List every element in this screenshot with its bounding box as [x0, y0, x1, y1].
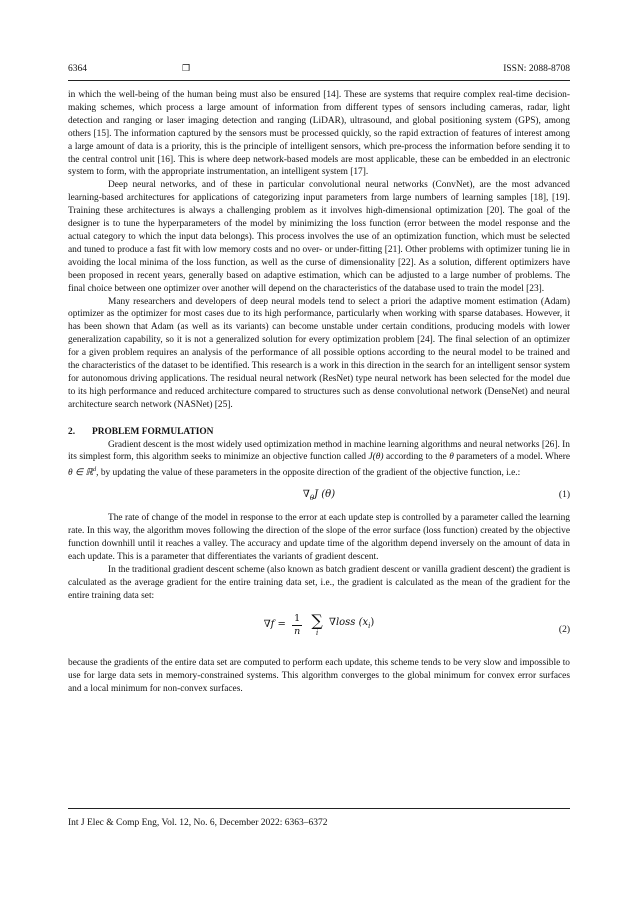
footer-rule — [68, 808, 570, 809]
paragraph: in which the well-being of the human being must also be ensured [14]. These are systems that require complex real-time decision-making schemes, which process a large amount of information from different types of sensors including cameras, radar, light detection and ranging or laser imaging detection and ranging (LiDAR), ultrasound, and global positioning system (GPS), among others [15]. The information captured by the sensors must be processed quickly, so the rapid extraction of features of interest among a large amount of data is a priority, this is the principle of intelligent sensors, which pre-process the information before sending it to the central control unit [16]. This is where deep network-based models are most applicable, these can be embedded in an electronic system to form, with the appropriate instrumentation, an intelligent system [17]. — [68, 90, 570, 178]
header-rule — [68, 80, 570, 81]
page-header — [68, 64, 570, 78]
box-symbol-icon: ❒ — [182, 64, 191, 74]
inline-math: θ ∈ ℝ — [68, 468, 93, 479]
main-text — [68, 89, 570, 695]
paragraph: Gradient descent is the most widely used optimization method in machine learning algorithms and neural networks [26]. In its simplest form, this algorithm seeks to minimize an objective function called J(θ) according to the θ parameters of a model. Where θ ∈ ℝ$^d$, by updating the value of these parameters in the opposite direction of the gradient of the objective function, i.e.: — [68, 439, 570, 479]
equation-expression: ∇f = $\frac{1}{n}$ ∑ i ∇loss $(x_i)$ — [263, 611, 375, 638]
inline-math: θ — [449, 452, 454, 463]
paragraph: In the traditional gradient descent scheme (also known as batch gradient descent or vanilla gradient descent) the gradient is calculated as the average gradient for the entire training data set, i.e., the gradient is calculated as the mean of the gradient for the entire training data set: — [68, 565, 570, 601]
sum-symbol: ∑ i — [311, 611, 323, 638]
section-number: 2. — [68, 426, 76, 437]
equation-number: (1) — [558, 490, 570, 501]
equation-2 — [68, 609, 570, 653]
equation-number: (2) — [558, 624, 570, 635]
paragraph: Deep neural networks, and of these in particular convolutional neural networks (ConvNet), are the most advanced learning-based architectures for applications of categorizing input parameters from large numbers of learning samples [18], [19]. Training these architectures is always a challenging problem as it involves high-dimensional optimization [20]. The goal of the designer is to tune the hyperparameters of the model by minimizing the loss function (error between the model response and the actual category to which the input data belongs). This process involves the use of an optimization function, which must be selected and tuned to produce a fast fit with low memory costs and no over- or under-fitting [21]. Other problems with optimizer tuning lie in avoiding the local minima of the loss function, as well as the curse of dimensionality [22]. As a solution, different optimizers have been proposed in recent years, generally based on adaptive estimation, which can be adjusted to a large number of problems. The final choice between one optimizer over another will depend on the characteristics of the database used to train the model [23]. — [68, 180, 570, 294]
equation-expression: $\nabla_\theta J$ (θ) — [302, 489, 336, 503]
fraction: $\frac{1}{n}$ — [294, 612, 301, 637]
inline-math: J(θ) — [368, 452, 384, 463]
issn-label: ISSN: 2088-8708 — [503, 64, 570, 74]
page-footer: Int J Elec & Comp Eng, Vol. 12, No. 6, December 2022: 6363–6372 — [68, 818, 328, 828]
paragraph: The rate of change of the model in response to the error at each update step is controlled by a parameter called the learning rate. In this way, the algorithm moves following the direction of the slope of the error surface (loss function) created by the objective function downhill until it reaches a valley. The accuracy and update time of the algorithm depend inversely on the amount of data in each update. This is a parameter that differentiates the variants of gradient descent. — [68, 513, 570, 563]
paragraph: Many researchers and developers of deep neural models tend to select a priori the adaptive moment estimation (Adam) optimizer as the optimizer for most cases due to its high performance, particularly when working with sparse databases. However, it has been shown that Adam (as well as its variants) can become unstable under certain conditions, producing models with lower generalization capability, so it is not a generalized solution for every optimization problem [24]. The final selection of an optimizer for a given problem requires an analysis of the performance of all possible options according to the neural model to be trained and the characteristics of the dataset to be identified. This research is a work in this direction in the search for an intelligent sensor system for autonomous driving applications. The residual neural network (ResNet) type neural network has been selected for the model due to its high performance and reduced architecture compared to structures such as dense convolutional network (DenseNet) and neural architecture search network (NASNet) [25]. — [68, 296, 570, 410]
paragraph: because the gradients of the entire data set are computed to perform each update, this scheme tends to be very slow and impossible to use for large data sets in memory-constrained systems. This algorithm converges to the global minimum for convex error surfaces and a local minimum for non-convex surfaces. — [68, 657, 570, 694]
section-heading — [68, 426, 570, 439]
section-title: PROBLEM FORMULATION — [92, 426, 214, 437]
page-number: 6364 — [68, 64, 87, 74]
equation-1 — [68, 489, 570, 503]
